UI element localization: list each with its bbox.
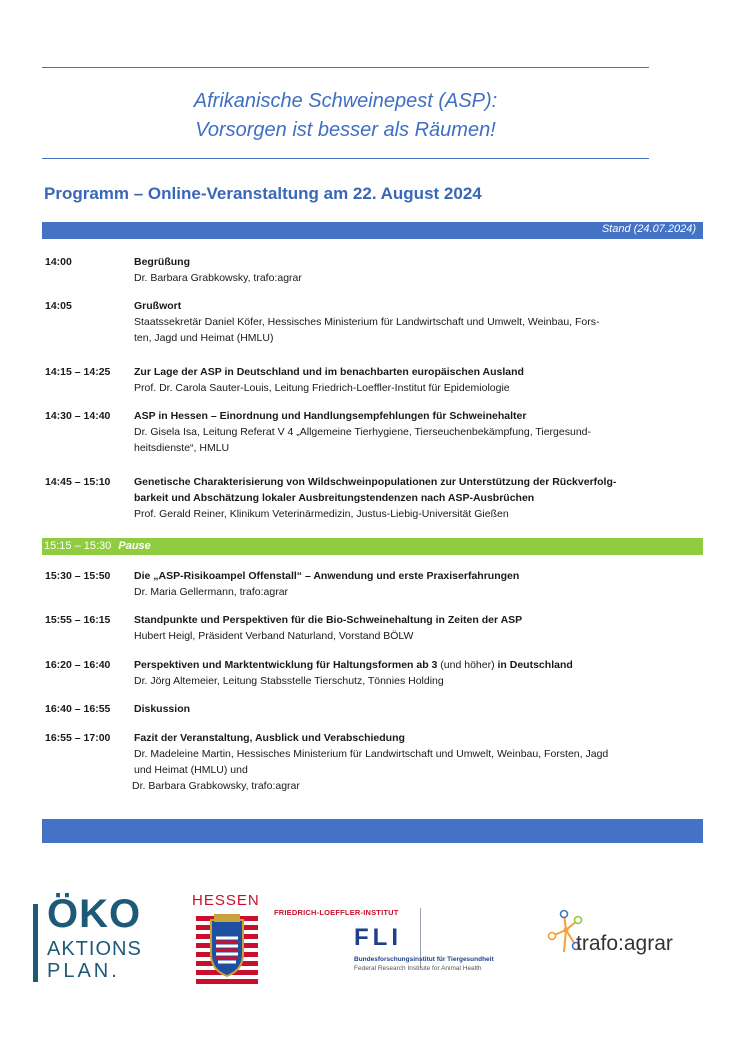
hessen-logo: [192, 892, 266, 984]
page-title-line2: Vorsorgen ist besser als Räumen!: [195, 119, 496, 141]
pause-time: 15:15 – 15:30: [44, 540, 112, 552]
item-speaker: Staatssekretär Daniel Köfer, Hessisches Ministerium für Landwirtschaft und Umwelt, Weinbau, Fors-: [134, 316, 600, 328]
item-speaker: Dr. Madeleine Martin, Hessisches Ministerium für Landwirtschaft und Umwelt, Weinbau, Forsten, Jagd: [134, 748, 609, 760]
hessen-wordmark: HESSEN: [192, 892, 260, 909]
program-item: [45, 408, 705, 456]
hessen-crest-icon: [196, 914, 258, 984]
item-title: Standpunkte und Perspektiven für die Bio-Schweinehaltung in Zeiten der ASP: [134, 614, 523, 626]
item-speaker: Prof. Gerald Reiner, Klinikum Veterinärmedizin, Justus-Liebig-Universität Gießen: [134, 508, 509, 520]
item-title: Die „ASP-Risikoampel Offenstall“ – Anwendung und erste Praxiserfahrungen: [134, 570, 520, 582]
item-title: ASP in Hessen – Einordnung und Handlungsempfehlungen für Schweinehalter: [134, 410, 527, 422]
item-speaker: heitsdienste“, HMLU: [134, 442, 230, 454]
item-time: 14:45 – 15:10: [45, 476, 111, 488]
fli-sub2: Federal Research Institute for Animal Health: [354, 965, 482, 972]
item-speaker: Dr. Maria Gellermann, trafo:agrar: [134, 586, 289, 598]
item-speaker: ten, Jagd und Heimat (HMLU): [134, 332, 274, 344]
item-title: Diskussion: [134, 703, 191, 715]
oeko-word: ÖKO: [47, 892, 142, 936]
page-title-line1: Afrikanische Schweinepest (ASP):: [193, 90, 498, 112]
item-title-cont: barkeit und Abschätzung lokaler Ausbreitungstendenzen nach ASP-Ausbrüchen: [134, 492, 535, 504]
item-speaker: Dr. Gisela Isa, Leitung Referat V 4 „Allgemeine Tierhygiene, Tierseuchenbekämpfung, Tiergesund-: [134, 426, 592, 438]
stand-date: Stand (24.07.2024): [601, 223, 696, 235]
program-item: [45, 364, 705, 396]
item-title-b: (und höher): [437, 659, 498, 671]
item-time: 16:20 – 16:40: [45, 659, 111, 671]
program-item: [45, 568, 705, 600]
oeko-aktionsplan-logo: [33, 892, 163, 984]
program-item: [45, 701, 705, 717]
item-title: Begrüßung: [134, 256, 190, 268]
item-speaker: Dr. Barbara Grabkowsky, trafo:agrar: [134, 272, 302, 284]
trafo-wordmark: trafo:agrar: [576, 932, 673, 955]
program-heading: Programm – Online-Veranstaltung am 22. August 2024: [44, 184, 482, 203]
item-speaker: Hubert Heigl, Präsident Verband Naturland, Vorstand BÖLW: [134, 630, 414, 642]
oeko-plan: PLAN.: [47, 960, 120, 982]
item-title-a: Perspektiven und Marktentwicklung für Haltungsformen ab 3: [134, 659, 438, 671]
program-item: [45, 298, 705, 346]
title-rule-top: [42, 67, 649, 68]
item-title: Fazit der Veranstaltung, Ausblick und Verabschiedung: [134, 732, 405, 744]
title-rule-bottom: [42, 158, 649, 159]
logo-row: [0, 880, 746, 990]
item-time: 16:40 – 16:55: [45, 703, 111, 715]
item-title: Zur Lage der ASP in Deutschland und im benachbarten europäischen Ausland: [134, 366, 524, 378]
oeko-bar: [33, 904, 38, 982]
program-item: [45, 657, 705, 689]
item-speaker: und Heimat (HMLU) und: [134, 764, 248, 776]
program-item: [45, 730, 705, 794]
item-time: 14:05: [45, 300, 72, 312]
item-time: 14:15 – 14:25: [45, 366, 111, 378]
program-item: [45, 474, 705, 522]
item-title: [134, 657, 705, 673]
item-time: 14:30 – 14:40: [45, 410, 111, 422]
item-time: 15:55 – 16:15: [45, 614, 111, 626]
fli-abbr: FLI: [354, 924, 402, 951]
pause-bar: [42, 538, 703, 555]
item-time: 16:55 – 17:00: [45, 732, 111, 744]
oeko-aktions: AKTIONS: [47, 938, 142, 960]
item-time: 15:30 – 15:50: [45, 570, 111, 582]
item-title: Genetische Charakterisierung von Wildschweinpopulationen zur Unterstützung der Rückverfolg-: [134, 476, 617, 488]
program-item: [45, 612, 705, 644]
item-time: 14:00: [45, 256, 72, 268]
footer-bar: [42, 819, 703, 843]
program-item: [45, 254, 705, 286]
item-speaker: Dr. Jörg Altemeier, Leitung Stabsstelle Tierschutz, Tönnies Holding: [134, 675, 444, 687]
fli-logo: [274, 908, 530, 980]
trafo-agrar-logo: [544, 908, 704, 964]
item-speaker: Dr. Barbara Grabkowsky, trafo:agrar: [132, 780, 300, 792]
fli-institute-name: FRIEDRICH-LOEFFLER-INSTITUT: [274, 908, 399, 917]
fli-sub1: Bundesforschungsinstitut für Tiergesundheit: [354, 956, 494, 963]
item-title: Grußwort: [134, 300, 182, 312]
item-title-c: in Deutschland: [497, 659, 573, 671]
item-speaker: Prof. Dr. Carola Sauter-Louis, Leitung Friedrich-Loeffler-Institut für Epidemiologie: [134, 382, 510, 394]
pause-label: Pause: [118, 540, 151, 552]
